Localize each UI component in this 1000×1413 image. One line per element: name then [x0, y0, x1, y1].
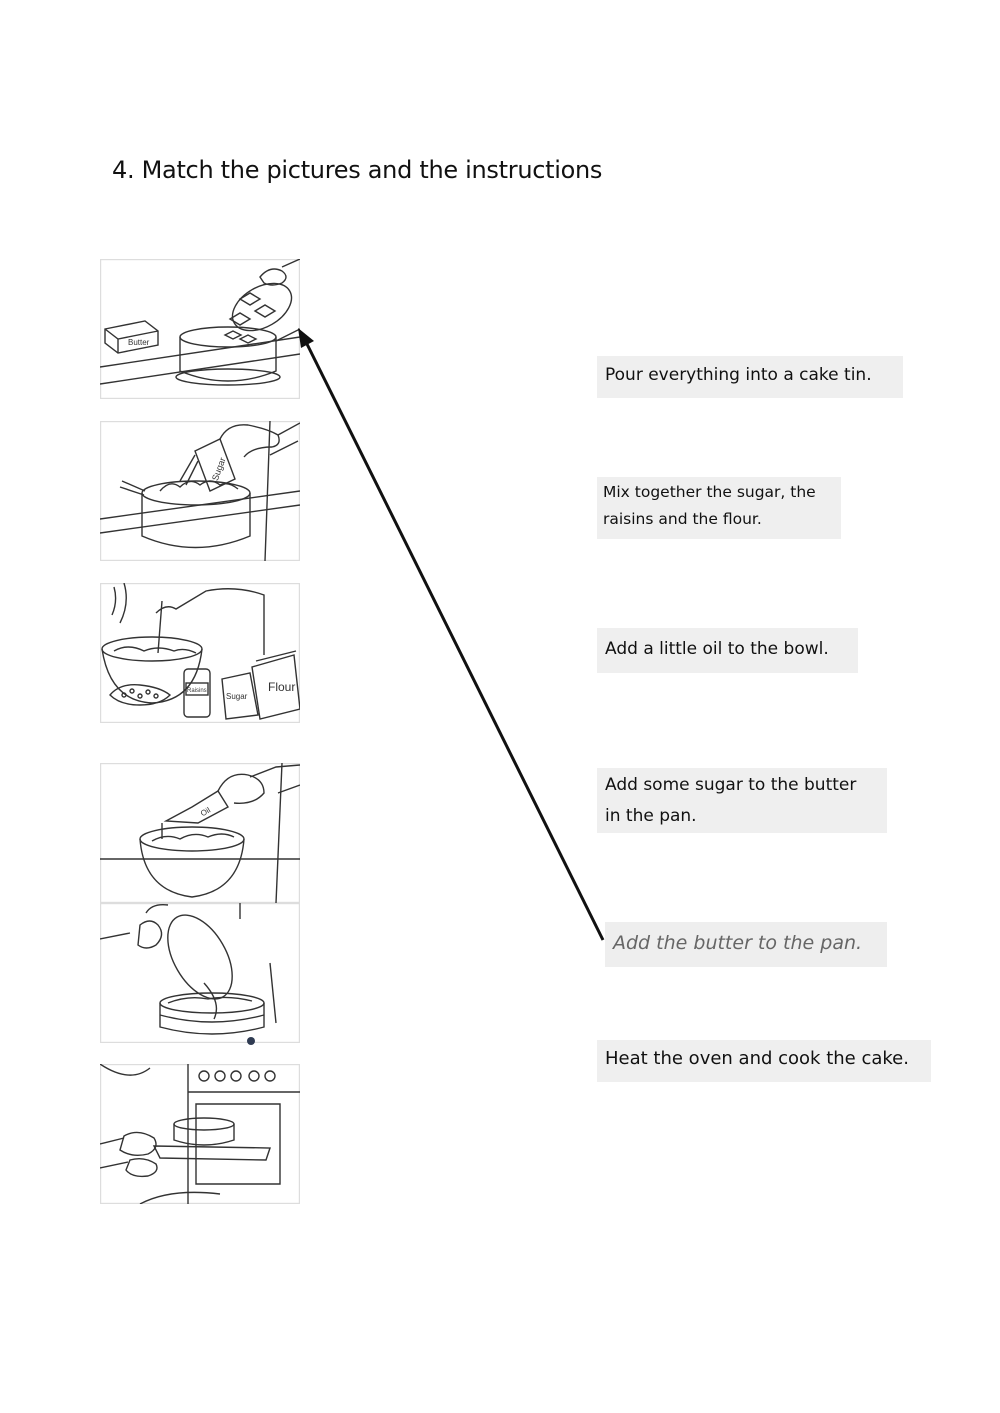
- match-arrow-line: [304, 338, 603, 940]
- instruction-mix-together[interactable]: [597, 477, 841, 539]
- instruction-text-line-1: Add some sugar to the butter: [605, 775, 857, 795]
- melt-butter-picture[interactable]: [100, 259, 300, 399]
- butter-label: Butter: [128, 338, 150, 347]
- raisins-label: Raisins: [187, 688, 207, 694]
- instruction-text-line-2: raisins and the flour.: [603, 510, 762, 528]
- mix-ingredients-picture[interactable]: [100, 583, 300, 723]
- instruction-pour-into-tin[interactable]: [597, 356, 903, 398]
- match-arrow-head: [298, 328, 314, 348]
- instruction-add-butter[interactable]: [605, 922, 887, 967]
- sugar-label: Sugar: [209, 456, 228, 483]
- instruction-text-line-2: in the pan.: [605, 806, 697, 826]
- oven-picture[interactable]: [100, 1064, 300, 1204]
- drag-handle-dot[interactable]: [247, 1037, 255, 1045]
- add-sugar-picture[interactable]: [100, 421, 300, 561]
- instruction-text: Add the butter to the pan.: [613, 932, 863, 954]
- pour-into-tin-picture[interactable]: [100, 903, 300, 1043]
- instruction-text: Heat the oven and cook the cake.: [605, 1048, 909, 1069]
- add-oil-picture[interactable]: [100, 763, 300, 903]
- page-title: 4. Match the pictures and the instructions: [112, 156, 603, 184]
- instruction-heat-oven[interactable]: [597, 1040, 931, 1082]
- instruction-text: Pour everything into a cake tin.: [605, 365, 872, 385]
- instruction-add-sugar[interactable]: [597, 768, 887, 833]
- instruction-add-oil[interactable]: [597, 628, 858, 673]
- sugar-bag-label: Sugar: [226, 692, 248, 701]
- flour-label: Flour: [268, 680, 296, 694]
- instruction-text: Add a little oil to the bowl.: [605, 639, 829, 659]
- instruction-text-line-1: Mix together the sugar, the: [603, 483, 816, 501]
- oil-label: Oil: [199, 805, 213, 819]
